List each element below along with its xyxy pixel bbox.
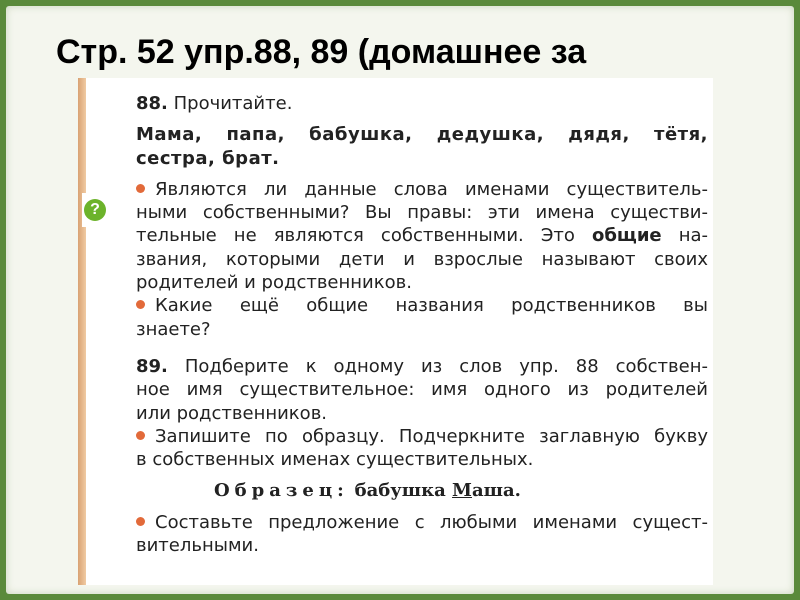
task-1-text-3b: на- <box>661 225 709 247</box>
sample-label: Образец: <box>214 480 349 502</box>
task-3-text-1: Запишите по образцу. Подчеркните заглавную букву <box>155 425 708 447</box>
sample-capital-letter: М <box>452 480 472 502</box>
exercise-88-instruction: Прочитайте. <box>167 93 293 114</box>
term-common: общие <box>591 225 662 247</box>
task-4-line-2: вительными. <box>136 535 259 557</box>
exercise-89-line-2: ное имя существительное: имя одного из родителей <box>136 379 708 401</box>
task-1-line-5: родителей и родственников. <box>136 272 412 294</box>
task-2-line-2: знаете? <box>136 318 211 340</box>
bullet-icon <box>136 431 145 440</box>
task-2-line-1 <box>136 294 708 317</box>
textbook-page <box>78 78 713 585</box>
page-edge-strip <box>78 78 86 585</box>
question-icon: ? <box>84 199 106 221</box>
task-4-text-1: Составьте предложение с любыми именами сущест- <box>155 511 708 533</box>
exercise-89-text-1: Подберите к одному из слов упр. 88 собствен- <box>167 355 708 377</box>
task-1-line-3 <box>136 224 708 247</box>
task-1-line-2: ными собственными? Вы правы: эти имена существи- <box>136 202 708 224</box>
question-badge <box>82 193 104 227</box>
exercise-89-number: 89. <box>136 355 168 377</box>
task-1-text-1: Являются ли данные слова именами существитель- <box>155 178 708 200</box>
task-3-line-1 <box>136 425 708 448</box>
sample-line <box>214 479 708 502</box>
exercise-89-line-1 <box>136 355 708 378</box>
task-4-line-1 <box>136 511 708 534</box>
task-1-line-1 <box>136 178 708 201</box>
word-list-line-2: сестра, брат. <box>136 147 280 169</box>
bullet-icon <box>136 517 145 526</box>
sample-word: бабушка <box>354 480 453 502</box>
exercise-text <box>136 92 708 557</box>
exercise-88-heading <box>136 92 708 115</box>
task-2-text-1: Какие ещё общие названия родственников вы <box>155 295 708 317</box>
exercise-89-line-3: или родственников. <box>136 402 328 424</box>
sample-name-rest: аша. <box>471 480 521 502</box>
exercise-88-number: 88. <box>136 93 168 114</box>
task-1-text-3a: тельные не являются собственными. Это <box>136 225 592 247</box>
word-list-line-1: Мама, папа, бабушка, дедушка, дядя, тётя, <box>136 124 708 146</box>
bullet-icon <box>136 300 145 309</box>
task-3-line-2: в собственных именах существительных. <box>136 449 534 471</box>
slide-title: Стр. 52 упр.88, 89 (домашнее за <box>56 33 587 71</box>
bullet-icon <box>136 184 145 193</box>
task-1-line-4: звания, которыми дети и взрослые называют своих <box>136 248 708 270</box>
